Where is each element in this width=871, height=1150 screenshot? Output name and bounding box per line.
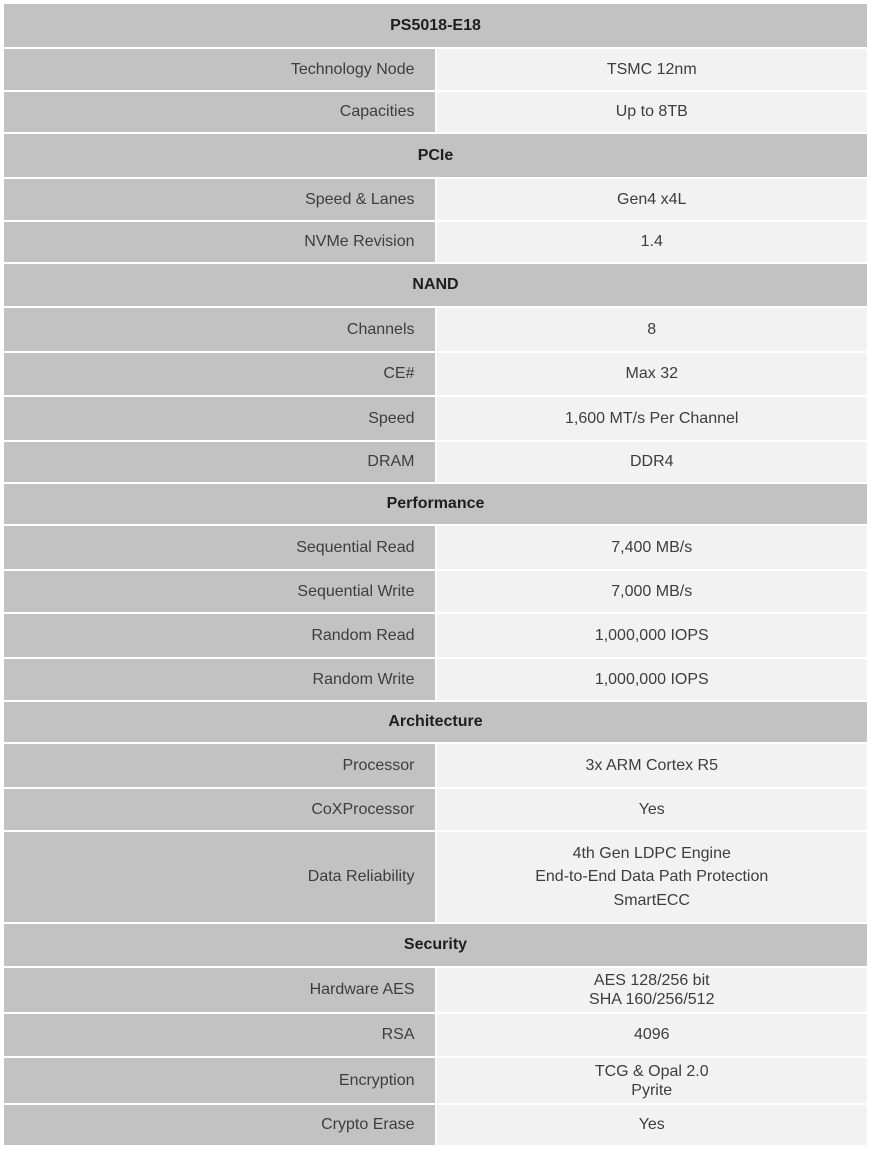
- section-header-nand: [3, 263, 868, 307]
- spec-row-capacities: [3, 91, 868, 133]
- spec-value: [436, 570, 869, 613]
- section-title: PCIe: [417, 146, 454, 164]
- spec-row-processor: [3, 743, 868, 788]
- spec-value: [436, 658, 869, 701]
- spec-value-line: SmartECC: [613, 891, 690, 909]
- section-header-cell: [3, 483, 868, 525]
- section-header-security: [3, 923, 868, 967]
- spec-value: [436, 48, 869, 91]
- spec-value: [436, 967, 869, 1013]
- spec-value-line: 1,600 MT/s Per Channel: [565, 409, 739, 427]
- spec-label: Channels: [3, 307, 436, 352]
- spec-row-random-write: [3, 658, 868, 701]
- spec-value-line: 4th Gen LDPC Engine: [572, 844, 731, 862]
- spec-row-hardware-aes: [3, 967, 868, 1013]
- spec-value-line: 7,400 MB/s: [611, 538, 693, 556]
- spec-value: [436, 178, 869, 221]
- section-header-architecture: [3, 701, 868, 743]
- spec-value: [436, 1013, 869, 1057]
- spec-value: [436, 743, 869, 788]
- spec-label: CoXProcessor: [3, 788, 436, 831]
- spec-label: Sequential Write: [3, 570, 436, 613]
- spec-label: Technology Node: [3, 48, 436, 91]
- section-header-cell: [3, 3, 868, 48]
- spec-value: [436, 525, 869, 570]
- section-header-cell: [3, 263, 868, 307]
- spec-value-line: 1,000,000 IOPS: [594, 626, 709, 644]
- spec-label: Speed & Lanes: [3, 178, 436, 221]
- spec-value-line: Up to 8TB: [615, 103, 688, 120]
- spec-label: Capacities: [3, 91, 436, 133]
- spec-table: [2, 2, 869, 1147]
- section-header-cell: [3, 923, 868, 967]
- spec-value-line: TCG & Opal 2.0: [594, 1062, 709, 1080]
- spec-row-sequential-read: [3, 525, 868, 570]
- spec-label: NVMe Revision: [3, 221, 436, 263]
- spec-row-encryption: [3, 1057, 868, 1104]
- spec-value-line: AES 128/256 bit: [593, 972, 710, 989]
- section-header-cell: [3, 133, 868, 178]
- spec-value: [436, 441, 869, 483]
- spec-value-line: TSMC 12nm: [606, 60, 697, 78]
- spec-row-speed-lanes: [3, 178, 868, 221]
- spec-row-crypto-erase: [3, 1104, 868, 1146]
- spec-value-line: Max 32: [625, 365, 678, 382]
- spec-label: Random Read: [3, 613, 436, 658]
- spec-value-line: Yes: [638, 800, 665, 818]
- section-title: Architecture: [388, 713, 483, 730]
- spec-row-coxprocessor: [3, 788, 868, 831]
- spec-row-nvme-revision: [3, 221, 868, 263]
- spec-value-line: 1.4: [640, 233, 663, 250]
- spec-label: Sequential Read: [3, 525, 436, 570]
- spec-value-line: 4096: [633, 1026, 670, 1043]
- spec-row-speed: [3, 396, 868, 441]
- section-title: Security: [403, 936, 468, 953]
- spec-value: [436, 307, 869, 352]
- spec-value-line: Yes: [638, 1116, 665, 1133]
- spec-label: Processor: [3, 743, 436, 788]
- spec-value-line: End-to-End Data Path Protection: [535, 868, 769, 886]
- spec-label: Encryption: [3, 1057, 436, 1104]
- spec-value: [436, 396, 869, 441]
- spec-label: Data Reliability: [3, 831, 436, 923]
- spec-row-random-read: [3, 613, 868, 658]
- section-title: PS5018-E18: [390, 16, 481, 34]
- section-header-cell: [3, 701, 868, 743]
- spec-table-body: [3, 3, 868, 1146]
- spec-label: Random Write: [3, 658, 436, 701]
- spec-value: [436, 831, 869, 923]
- spec-value-line: 8: [647, 320, 657, 338]
- spec-value: [436, 352, 869, 396]
- spec-value-line: 7,000 MB/s: [611, 582, 693, 600]
- spec-value: [436, 788, 869, 831]
- spec-row-ce: [3, 352, 868, 396]
- spec-value: [436, 1057, 869, 1104]
- section-header-performance: [3, 483, 868, 525]
- spec-label: RSA: [3, 1013, 436, 1057]
- spec-value: [436, 91, 869, 133]
- spec-row-channels: [3, 307, 868, 352]
- spec-value-line: DDR4: [629, 453, 674, 470]
- spec-row-data-reliability: [3, 831, 868, 923]
- spec-row-dram: [3, 441, 868, 483]
- spec-value-line: Gen4 x4L: [617, 190, 687, 208]
- section-title: Performance: [386, 495, 485, 512]
- spec-row-sequential-write: [3, 570, 868, 613]
- spec-row-technology-node: [3, 48, 868, 91]
- spec-value: [436, 1104, 869, 1146]
- spec-value-line: 1,000,000 IOPS: [594, 670, 709, 688]
- spec-label: Hardware AES: [3, 967, 436, 1013]
- section-title: NAND: [412, 276, 459, 293]
- spec-value: [436, 221, 869, 263]
- spec-value-line: Pyrite: [631, 1081, 673, 1099]
- spec-value-line: SHA 160/256/512: [589, 991, 715, 1008]
- spec-value-line: 3x ARM Cortex R5: [585, 756, 718, 774]
- section-header-pcie: [3, 133, 868, 178]
- spec-label: Speed: [3, 396, 436, 441]
- spec-label: CE#: [3, 352, 436, 396]
- spec-value: [436, 613, 869, 658]
- spec-row-rsa: [3, 1013, 868, 1057]
- spec-label: Crypto Erase: [3, 1104, 436, 1146]
- section-header-ps5018-e18: [3, 3, 868, 48]
- spec-label: DRAM: [3, 441, 436, 483]
